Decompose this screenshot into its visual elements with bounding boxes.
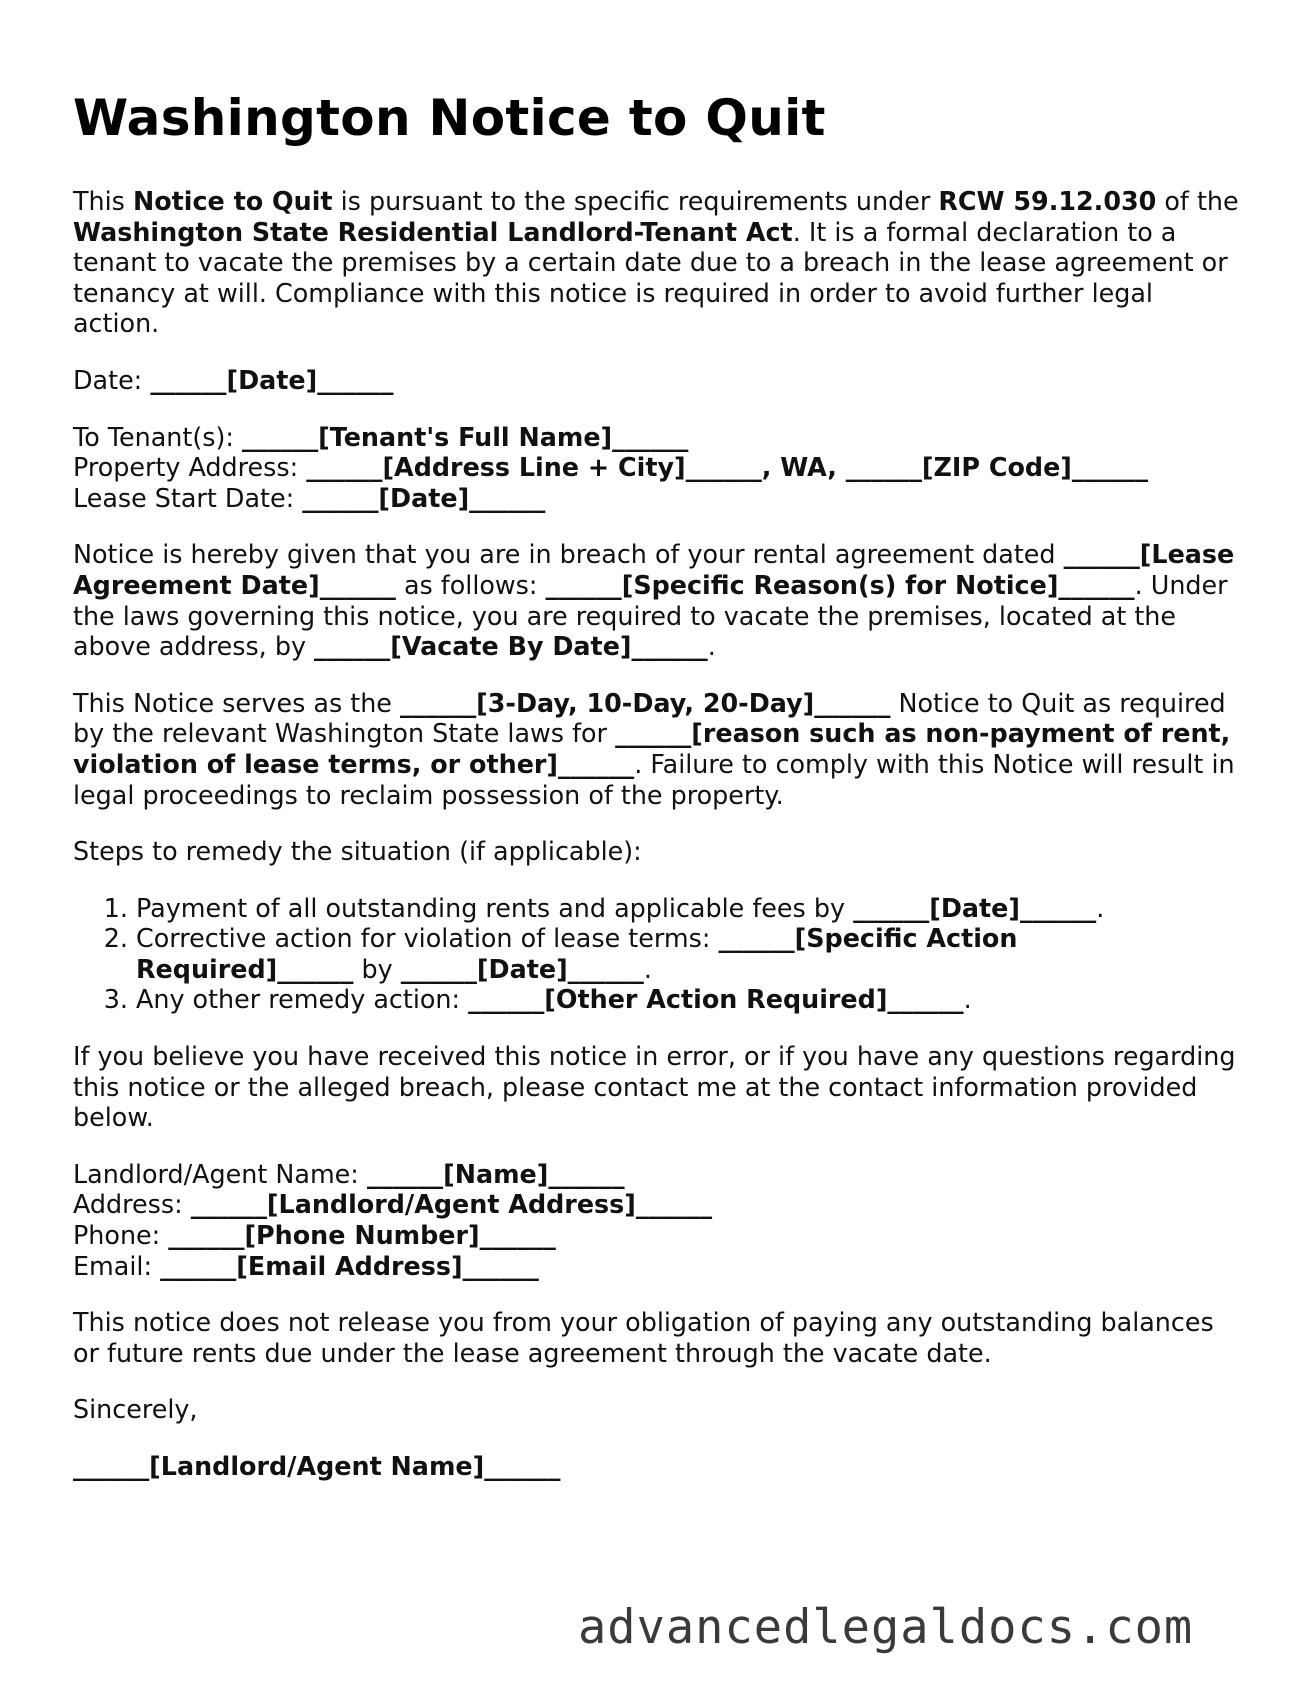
contact-address-field[interactable]: ______[Landlord/Agent Address]______ (190, 1189, 713, 1220)
intro-act-name: Washington State Residential Landlord-Tenant Act (73, 216, 793, 247)
intro-paragraph (73, 186, 1243, 339)
tenant-block (73, 422, 1243, 514)
remedy-step-2-mid: by (353, 953, 401, 984)
remedy-step-2-date-field[interactable]: ______[Date]______ (400, 953, 644, 984)
property-address-line (73, 452, 1243, 483)
intro-text-3: of the (1156, 186, 1239, 216)
breach-text-2: as follows: (395, 569, 546, 600)
remedy-step-1-end: . (1096, 892, 1105, 923)
notice-type-text-3: . Failure to comply with this Notice will result in legal proceedings to reclaim possession of the property. (73, 748, 1235, 810)
contact-email-label: Email: (73, 1250, 161, 1281)
contact-name-label: Landlord/Agent Name: (73, 1158, 367, 1189)
notice-type-text-1: This Notice serves as the (73, 687, 400, 718)
intro-text-2: is pursuant to the specific requirements under (332, 186, 939, 216)
contact-phone-line (73, 1220, 1243, 1251)
lease-start-line (73, 483, 1243, 514)
breach-text-4: . (707, 631, 716, 662)
remedy-step-1 (136, 893, 1243, 924)
tenant-label: To Tenant(s): (73, 421, 242, 452)
remedy-step-3-text: Any other remedy action: (136, 984, 469, 1015)
remedy-step-3-action-field[interactable]: ______[Other Action Required]______ (468, 984, 964, 1015)
closing-text: Sincerely, (73, 1394, 198, 1425)
breach-text-3: . Under the laws governing this notice, you are required to vacate the premises, located at the above address, by (73, 569, 1228, 662)
document-title: Washington Notice to Quit (73, 89, 826, 147)
breach-paragraph (73, 539, 1243, 661)
lease-start-label: Lease Start Date: (73, 482, 303, 513)
remedy-heading: Steps to remedy the situation (if applicable): (73, 836, 642, 867)
remedy-steps-list (73, 893, 1243, 1015)
remedy-step-3 (136, 984, 1243, 1015)
watermark-logo-text: advancedlegaldocs.com (578, 1600, 1194, 1655)
intro-rcw-citation: RCW 59.12.030 (938, 186, 1157, 216)
notice-type-paragraph (73, 688, 1243, 810)
breach-text-1: Notice is hereby given that you are in breach of your rental agreement dated (73, 539, 1064, 570)
remedy-step-1-date-field[interactable]: ______[Date]______ (853, 892, 1097, 923)
remedy-step-2-text: Corrective action for violation of lease terms: (136, 923, 719, 954)
intro-text-4: . It is a formal declaration to a tenant to vacate the premises by a certain date due to a breach in the lease agreement or tenancy at will. Compliance with this notice is required in order to avoid further legal action. (73, 216, 1228, 339)
error-paragraph: If you believe you have received this notice in error, or if you have any questions regarding this notice or the alleged breach, please contact me at the contact information provided below. (73, 1041, 1236, 1133)
lease-start-field[interactable]: ______[Date]______ (302, 482, 546, 513)
signature-field[interactable]: ______[Landlord/Agent Name]______ (73, 1451, 561, 1481)
contact-block (73, 1159, 1243, 1281)
tenant-line (73, 422, 1243, 453)
remedy-step-2-end: . (643, 953, 652, 984)
lease-agreement-date-field[interactable]: ______[Lease Agreement Date]______ (73, 539, 1235, 600)
remedy-step-3-end: . (963, 984, 972, 1015)
vacate-by-date-field[interactable]: ______[Vacate By Date]______ (314, 631, 708, 662)
contact-email-field[interactable]: ______[Email Address]______ (160, 1250, 539, 1281)
date-label: Date: (73, 364, 151, 395)
contact-address-line (73, 1189, 1243, 1220)
specific-reason-field[interactable]: ______[Specific Reason(s) for Notice]______ (545, 569, 1135, 600)
intro-notice-to-quit: Notice to Quit (132, 186, 333, 216)
notice-period-field[interactable]: ______[3-Day, 10-Day, 20-Day]______ (399, 687, 891, 718)
notice-reason-field[interactable]: ______[reason such as non-payment of rent, violation of lease terms, or other]______ (73, 718, 1231, 779)
property-address-label: Property Address: (73, 452, 307, 483)
contact-name-field[interactable]: ______[Name]______ (366, 1158, 625, 1189)
property-address-field[interactable]: ______[Address Line + City]______, WA, ______[ZIP Code]______ (306, 452, 1149, 483)
remedy-step-2 (136, 923, 1243, 984)
notice-type-text-2: Notice to Quit as required by the relevant Washington State laws for (73, 687, 1226, 749)
obligation-paragraph: This notice does not release you from your obligation of paying any outstanding balances or future rents due under the lease agreement through the vacate date. (73, 1307, 1214, 1368)
contact-email-line (73, 1251, 1243, 1282)
tenant-name-field[interactable]: ______[Tenant's Full Name]______ (241, 421, 689, 452)
contact-phone-field[interactable]: ______[Phone Number]______ (168, 1220, 556, 1251)
contact-name-line (73, 1159, 1243, 1190)
signature-line (73, 1451, 1243, 1482)
document-page (73, 88, 1243, 1508)
remedy-step-1-text: Payment of all outstanding rents and applicable fees by (136, 892, 854, 923)
contact-phone-label: Phone: (73, 1220, 169, 1251)
date-field[interactable]: ______[Date]______ (150, 364, 394, 395)
remedy-step-2-action-field[interactable]: ______[Specific Action Required]______ (136, 923, 1018, 984)
date-line (73, 365, 1243, 396)
intro-text-1: This (73, 186, 133, 216)
contact-address-label: Address: (73, 1189, 191, 1220)
